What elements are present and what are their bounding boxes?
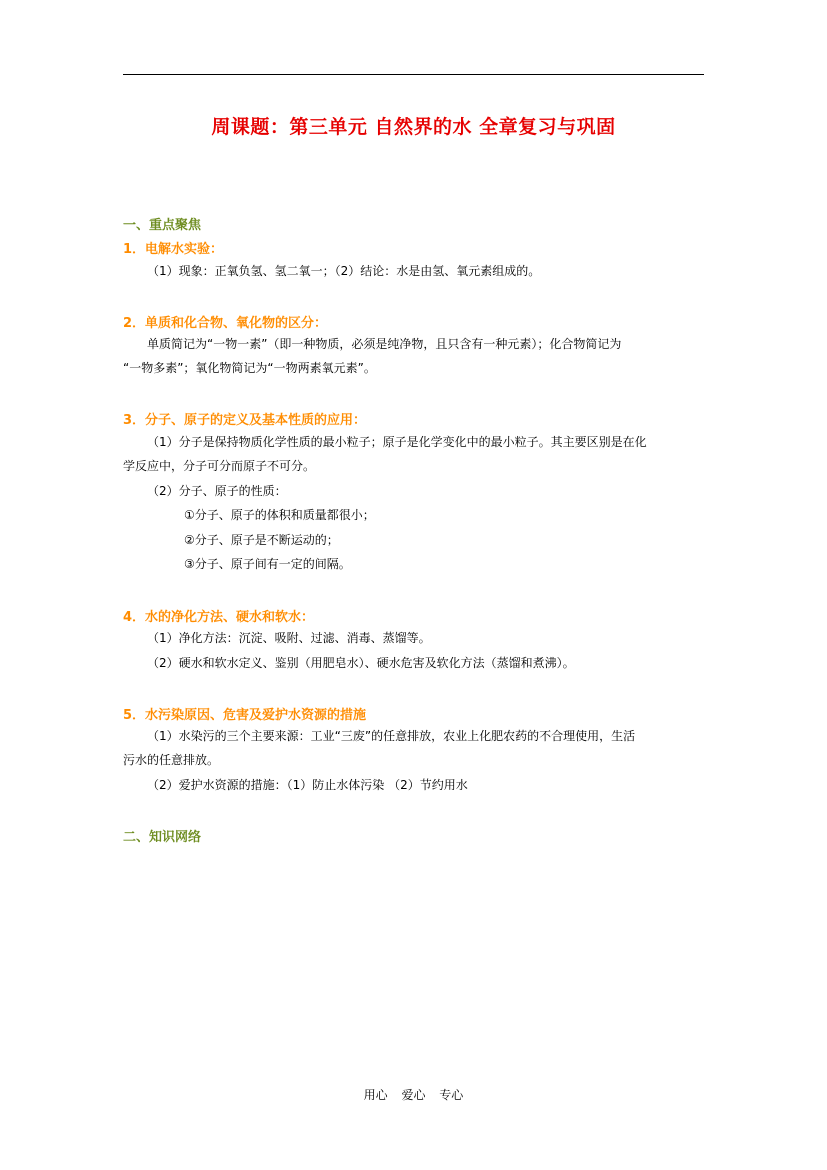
section-heading-knowledge-network: 二、知识网络: [123, 830, 202, 845]
text-line: 单质简记为“一物一素”（即一种物质，必须是纯净物，且只含有一种元素）；化合物简记为: [147, 337, 622, 351]
text-line: 学反应中，分子可分而原子不可分。: [123, 459, 316, 473]
list-item: ①分子、原子的体积和质量都很小；: [184, 508, 375, 522]
text-line: （1）水染污的三个主要来源：工业“三废”的任意排放，农业上化肥农药的不合理使用，生活: [147, 729, 636, 743]
list-item: ③分子、原子间有一定的间隔。: [184, 557, 351, 571]
text-line: （1）现象：正氧负氢、氢二氧一；（2）结论：水是由氢、氧元素组成的。: [147, 264, 541, 278]
item-heading-water-pollution: 5．水污染原因、危害及爱护水资源的措施: [123, 708, 367, 723]
page-footer: 用心 爱心 专心: [363, 1088, 464, 1102]
item-heading-substances: 2．单质和化合物、氧化物的区分：: [123, 316, 328, 331]
section-heading-key-points: 一、重点聚焦: [123, 218, 202, 233]
item-heading-electrolysis: 1．电解水实验：: [123, 242, 224, 257]
list-item: ②分子、原子是不断运动的；: [184, 533, 339, 547]
text-line: （2）爱护水资源的措施：（1）防止水体污染 （2）节约用水: [147, 778, 468, 792]
text-line: （2）硬水和软水定义、鉴别（用肥皂水）、硬水危害及软化方法（蒸馏和煮沸）。: [147, 656, 575, 670]
text-line: （1）分子是保持物质化学性质的最小粒子；原子是化学变化中的最小粒子。其主要区别是在化: [147, 435, 647, 449]
text-line: 污水的任意排放。: [123, 753, 220, 767]
text-line: “一物多素”；氧化物简记为“一物两素氧元素”。: [123, 361, 376, 375]
page-title: 周课题：第三单元 自然界的水 全章复习与巩固: [211, 116, 616, 138]
item-heading-molecules: 3．分子、原子的定义及基本性质的应用：: [123, 413, 367, 428]
text-line: （1）净化方法：沉淀、吸附、过滤、消毒、蒸馏等。: [147, 631, 431, 645]
item-heading-water-purification: 4．水的净化方法、硬水和软水：: [123, 610, 315, 625]
text-line: （2）分子、原子的性质：: [147, 484, 287, 498]
header-rule: [123, 74, 704, 75]
